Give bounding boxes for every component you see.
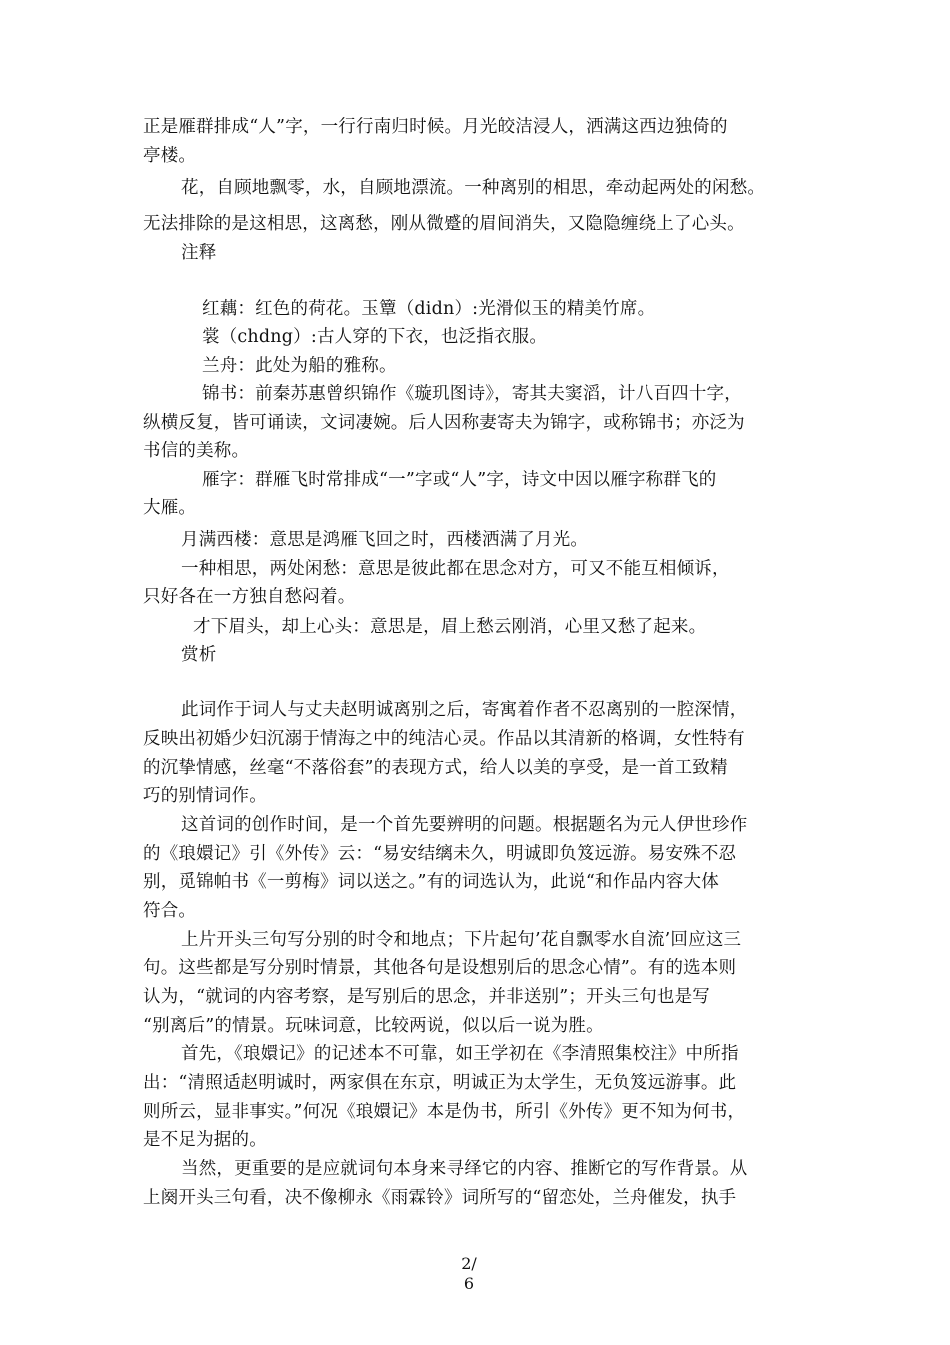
body-line: 反映出初婚少妇沉溺于情海之中的纯洁心灵。作品以其清新的格调，女性特有 [143, 729, 745, 749]
body-line: 上阕开头三句看，决不像柳永《雨霖铃》词所写的“留恋处，兰舟催发，执手 [143, 1188, 737, 1208]
body-line: 巧的别情词作。 [143, 786, 267, 806]
body-line: 出：“清照适赵明诚时，两家俱在东京，明诚正为太学生，无负笈远游事。此 [143, 1073, 737, 1093]
annotation-line: 才下眉头，却上心头：意思是，眉上愁云刚消，心里又愁了起来。 [193, 617, 707, 637]
body-line: 上片开头三句写分别的时令和地点；下片起句’花自飘零水自流’回应这三 [181, 930, 742, 950]
annotation-line: 只好各在一方独自愁闷着。 [143, 587, 356, 607]
page-total: 6 [463, 1274, 475, 1293]
annotation-line: 红藕：红色的荷花。玉簟（didn）:光滑似玉的精美竹席。 [202, 299, 656, 319]
body-line: 当然，更重要的是应就词句本身来寻绎它的内容、推断它的写作背景。从 [181, 1159, 748, 1179]
annotation-line: 裳（chdng）:古人穿的下衣，也泛指衣服。 [202, 327, 548, 347]
page-number: 2/ [461, 1254, 477, 1273]
annotation-line: 一种相思，两处闲愁：意思是彼此都在思念对方，可又不能互相倾诉， [181, 559, 730, 579]
body-line: 的《琅嬛记》引《外传》云：“易安结缡未久，明诚即负笈远游。易安殊不忍 [143, 844, 737, 864]
body-line: 则所云，显非事实。”何况《琅嬛记》本是伪书，所引《外传》更不知为何书， [143, 1102, 746, 1122]
body-line: 的沉挚情感，丝毫“不落俗套”的表现方式，给人以美的享受，是一首工致精 [143, 758, 728, 778]
body-line: 此词作于词人与丈夫赵明诚离别之后，寄寓着作者不忍离别的一腔深情， [181, 700, 748, 720]
annotation-line: 锦书：前秦苏惠曾织锦作《璇玑图诗》，寄其夫窦滔，计八百四十字， [202, 384, 742, 404]
text-line: 花，自顾地飘零，水，自顾地漂流。一种离别的相思，牵动起两处的闲愁。 [181, 178, 766, 198]
body-line: 认为，“就词的内容考察，是写别后的思念，并非送别”；开头三句也是写 [143, 987, 710, 1007]
body-line: 这首词的创作时间，是一个首先要辨明的问题。根据题名为元人伊世珍作 [181, 815, 748, 835]
body-line: 别，觅锦帕书《一剪梅》词以送之。”有的词选认为，此说“和作品内容大体 [143, 872, 719, 892]
section-heading: 赏析 [181, 645, 217, 665]
body-line: 首先，《琅嬛记》的记述本不可靠，如王学初在《李清照集校注》中所指 [181, 1044, 739, 1064]
annotation-line: 月满西楼：意思是鸿雁飞回之时，西楼洒满了月光。 [181, 530, 589, 550]
text-line: 无法排除的是这相思，这离愁，刚从微蹙的眉间消失，又隐隐缠绕上了心头。 [143, 214, 745, 234]
annotation-line: 纵横反复，皆可诵读，文词凄婉。后人因称妻寄夫为锦字，或称锦书；亦泛为 [143, 413, 745, 433]
body-line: 是不足为据的。 [143, 1130, 267, 1150]
annotation-line: 雁字：群雁飞时常排成“一”字或“人”字，诗文中因以雁字称群飞的 [202, 470, 717, 490]
text-line: 正是雁群排成“人”字，一行行南归时候。月光皎洁浸人，洒满这西边独倚的 [143, 117, 728, 137]
section-heading: 注释 [181, 243, 217, 263]
body-line: “别离后”的情景。玩味词意，比较两说，似以后一说为胜。 [143, 1016, 604, 1036]
body-line: 符合。 [143, 901, 197, 921]
body-line: 句。这些都是写分别时情景，其他各句是设想别后的思念心情”。有的选本则 [143, 958, 737, 978]
annotation-line: 书信的美称。 [143, 441, 250, 461]
annotation-line: 兰舟：此处为船的雅称。 [202, 356, 397, 376]
text-line: 亭楼。 [143, 146, 197, 166]
annotation-line: 大雁。 [143, 498, 197, 518]
